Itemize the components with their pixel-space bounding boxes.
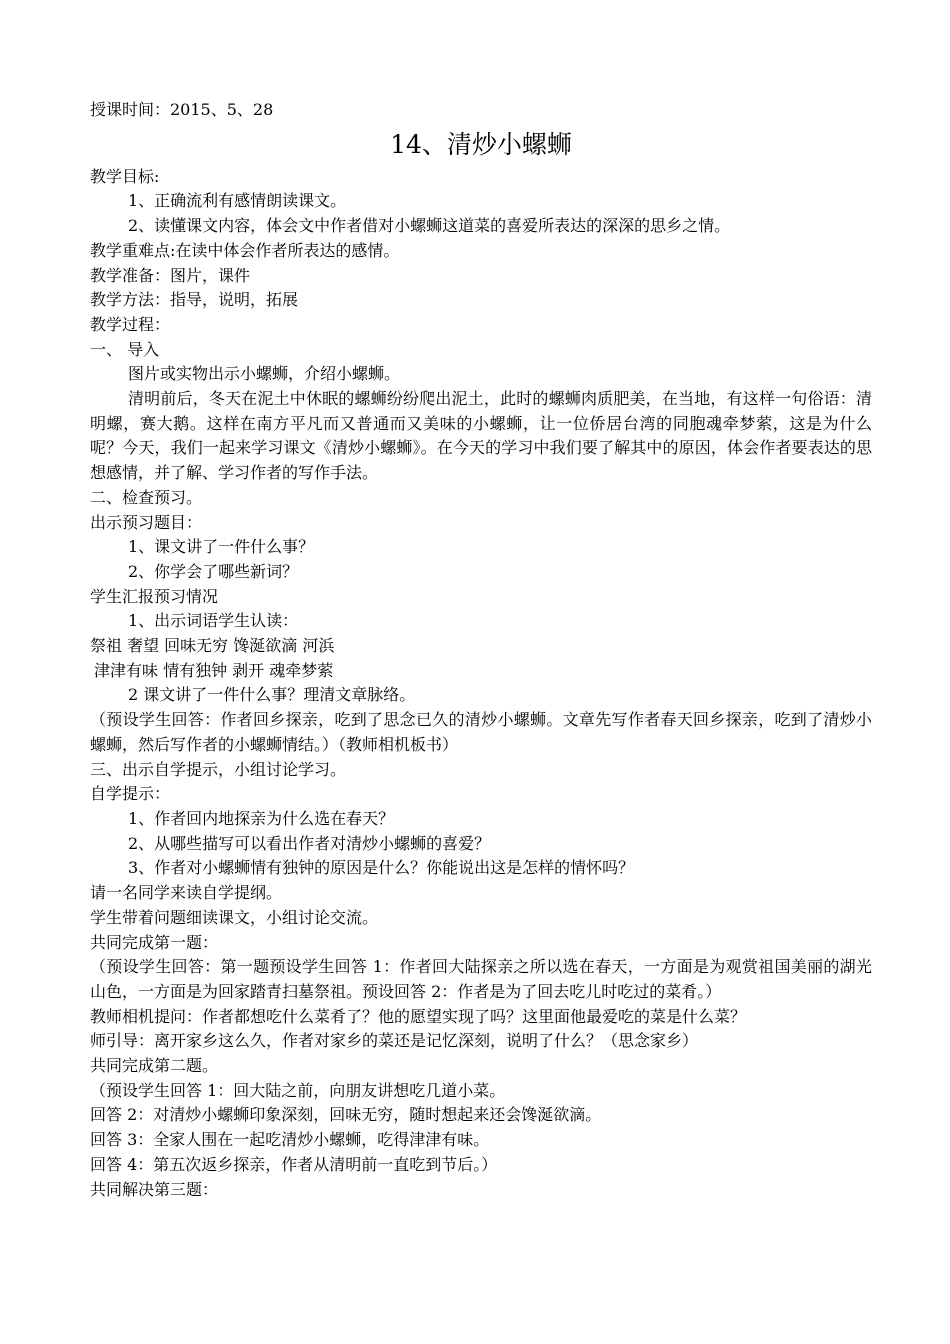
document-page	[90, 98, 872, 1202]
answer-line: 回答 2：对清炒小螺蛳印象深刻，回味无穷，随时想起来还会馋涎欲滴。	[90, 1105, 602, 1125]
question-item: 1、课文讲了一件什么事？	[128, 537, 315, 557]
paragraph: 师引导：离开家乡这么久，作者对家乡的菜还是记忆深刻，说明了什么？（思念家乡）	[90, 1031, 699, 1051]
objectives-heading: 教学目标:	[90, 166, 160, 186]
paragraph: 共同完成第一题：	[90, 932, 219, 952]
answer-line: 回答 3：全家人围在一起吃清炒小螺蛳，吃得津津有味。	[90, 1130, 490, 1150]
objective-item: 1、正确流利有感情朗读课文。	[128, 191, 347, 211]
paragraph: 1、出示词语学生认读：	[128, 611, 299, 631]
paragraph: 学生汇报预习情况	[90, 586, 219, 606]
word-list: 津津有味 情有独钟 剥开 魂牵梦萦	[94, 660, 334, 680]
section-heading: 一、 导入	[90, 339, 160, 359]
paragraph: 教师相机提问：作者都想吃什么菜肴了？他的愿望实现了吗？这里面他最爱吃的菜是什么菜？	[90, 1006, 747, 1026]
methods: 教学方法：指导，说明，拓展	[90, 290, 299, 310]
paragraph: 图片或实物出示小螺蛳，介绍小螺蛳。	[128, 364, 401, 384]
key-points: 教学重难点:在读中体会作者所表达的感情。	[90, 240, 400, 260]
word-list: 祭祖 奢望 回味无穷 馋涎欲滴 河浜	[90, 636, 335, 656]
paragraph: 共同完成第二题。	[90, 1056, 219, 1076]
answer-line: 回答 4：第五次返乡探亲，作者从清明前一直吃到节后。）	[90, 1154, 498, 1174]
process-heading: 教学过程：	[90, 314, 171, 334]
hint-item: 1、作者回内地探亲为什么选在春天？	[128, 808, 395, 828]
hint-item: 2、从哪些描写可以看出作者对清炒小螺蛳的喜爱？	[128, 833, 491, 853]
section-heading: 二、检查预习。	[90, 487, 203, 507]
section-heading: 三、出示自学提示，小组讨论学习。	[90, 759, 347, 779]
paragraph: 共同解决第三题：	[90, 1179, 219, 1199]
page-title: 14、清炒小螺蛳	[390, 129, 572, 159]
hint-item: 3、作者对小螺蛳情有独钟的原因是什么？你能说出这是怎样的情怀吗？	[128, 858, 635, 878]
paragraph: 学生带着问题细读课文，小组讨论交流。	[90, 907, 379, 927]
answer-paragraph: （预设学生回答：作者回乡探亲，吃到了思念已久的清炒小螺蛳。文章先写作者春天回乡探亲，吃到了清炒小螺蛳，然后写作者的小螺蛳情结。）（教师相机板书）	[90, 710, 872, 754]
paragraph: 自学提示：	[90, 784, 171, 804]
answer-paragraph: （预设学生回答：第一题预设学生回答 1：作者回大陆探亲之所以选在春天，一方面是为观赏祖国美丽的湖光山色，一方面是为回家踏青扫墓祭祖。预设回答 2：作者是为了回去吃儿时吃过的菜肴。）	[90, 957, 872, 1001]
question-item: 2、你学会了哪些新词？	[128, 561, 299, 581]
paragraph: 清明前后，冬天在泥土中休眠的螺蛳纷纷爬出泥土，此时的螺蛳肉质肥美，在当地，有这样一句俗语：清明螺，赛大鹅。这样在南方平凡而又普通而又美味的小螺蛳，让一位侨居台湾的同胞魂牵梦萦，这是为什么呢？今天，我们一起来学习课文《清炒小螺蛳》。在今天的学习中我们要了解其中的原因，体会作者要表达的思想感情，并了解、学习作者的写作手法。	[90, 389, 872, 483]
paragraph: 出示预习题目：	[90, 512, 203, 532]
preparation: 教学准备：图片，课件	[90, 265, 251, 285]
date-line: 授课时间：2015、5、28	[90, 100, 274, 119]
answer-line: （预设学生回答 1：回大陆之前，向朋友讲想吃几道小菜。	[90, 1080, 506, 1100]
objective-item: 2、读懂课文内容，体会文中作者借对小螺蛳这道菜的喜爱所表达的深深的思乡之情。	[128, 216, 731, 236]
question-item: 2 课文讲了一件什么事？理清文章脉络。	[128, 685, 416, 705]
paragraph: 请一名同学来读自学提纲。	[90, 883, 283, 903]
